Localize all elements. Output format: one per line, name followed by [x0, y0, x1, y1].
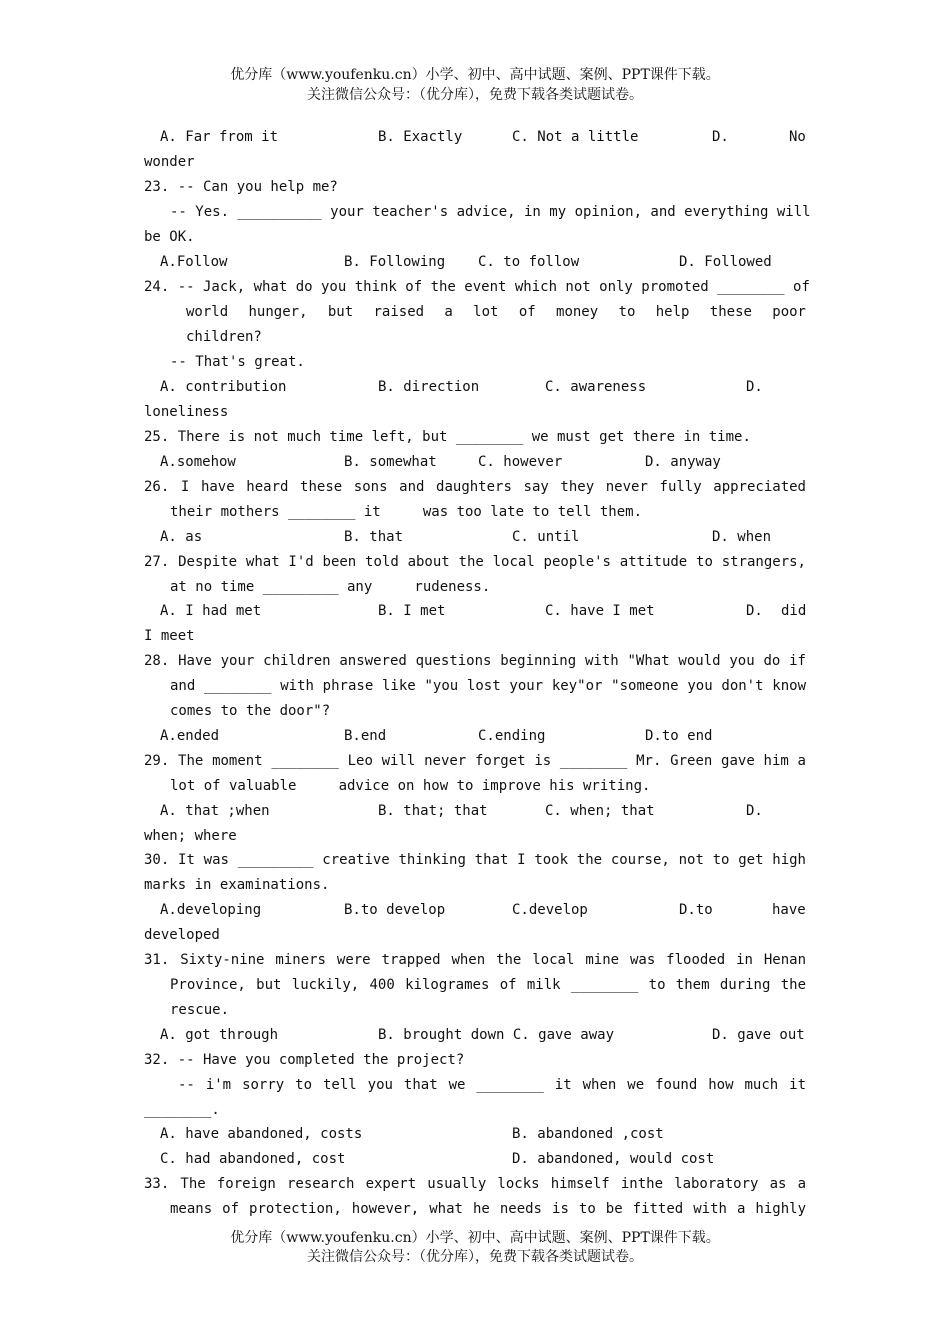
- q30-options: [0, 901, 950, 919]
- q30-option-a: A.developing: [160, 902, 262, 918]
- q22-option-a: A. Far from it: [160, 129, 279, 145]
- q32-option-a: A. have abandoned, costs: [160, 1126, 363, 1142]
- site-footer-line2: 关注微信公众号：（优分库），免费下载各类试题试卷。: [307, 1249, 643, 1265]
- q24-option-c: C. awareness: [545, 379, 647, 395]
- q22-wrap: wonder: [144, 154, 195, 170]
- q24-response: -- That's great.: [170, 354, 305, 370]
- q28-question-line3: comes to the door"?: [170, 703, 331, 719]
- q31-option-a: A. got through: [160, 1027, 279, 1043]
- q29-option-d: D.: [746, 803, 763, 819]
- q26-option-b: B. that: [344, 529, 404, 545]
- q23-option-b: B. Following: [344, 254, 446, 270]
- q28-question-line2: and ________ with phrase like "you lost your key"or "someone you don't know: [170, 678, 806, 694]
- q26-options: [0, 528, 950, 546]
- q30-option-d-text: have: [772, 902, 806, 918]
- q23-question: 23. -- Can you help me?: [144, 179, 338, 195]
- q27-option-c: C. have I met: [545, 603, 655, 619]
- q30-option-c: C.develop: [512, 902, 588, 918]
- q24-options: [0, 378, 950, 396]
- q30-question-line2: marks in examinations.: [144, 877, 330, 893]
- q32-options-row1: [0, 1125, 950, 1143]
- q26-question-line1: 26. I have heard these sons and daughters say they never fully appreciated: [144, 479, 806, 495]
- q26-option-a: A. as: [160, 529, 203, 545]
- q30-question-line1: 30. It was _________ creative thinking that I took the course, not to get high: [144, 852, 806, 868]
- q32-option-b: B. abandoned ,cost: [512, 1126, 664, 1142]
- q22-option-c: C. Not a little: [512, 129, 639, 145]
- q29-option-c: C. when; that: [545, 803, 655, 819]
- q28-option-d: D.to end: [645, 728, 713, 744]
- site-footer-line1: 优分库（www.youfenku.cn）小学、初中、高中试题、案例、PPT课件下载。: [230, 1230, 720, 1246]
- q31-question-line2: Province, but luckily, 400 kilogrames of milk ________ to them during the: [170, 977, 806, 993]
- q27-question-line1: 27. Despite what I'd been told about the local people's attitude to strangers,: [144, 554, 806, 570]
- q33-question-line1: 33. The foreign research expert usually locks himself inthe laboratory as a: [144, 1176, 806, 1192]
- q24-option-d: D.: [746, 379, 763, 395]
- q25-options: [0, 453, 950, 471]
- q22-options: [0, 128, 950, 146]
- q28-options: [0, 727, 950, 745]
- q24-option-b: B. direction: [378, 379, 480, 395]
- q23-answer-wrap: be OK.: [144, 229, 195, 245]
- q30-wrap: developed: [144, 927, 220, 943]
- q30-option-b: B.to develop: [344, 902, 446, 918]
- q24-question-line2: world hunger, but raised a lot of money to help these poor: [186, 304, 806, 320]
- q23-options: [0, 253, 950, 271]
- q31-question-line3: rescue.: [170, 1002, 230, 1018]
- q23-answer-line: -- Yes. __________ your teacher's advice, in my opinion, and everything will: [170, 204, 811, 220]
- q27-question-line2: at no time _________ any rudeness.: [170, 579, 491, 595]
- q27-wrap: I meet: [144, 628, 195, 644]
- q29-question-line2: lot of valuable advice on how to improve his writing.: [170, 778, 651, 794]
- q24-option-a: A. contribution: [160, 379, 287, 395]
- q28-question-line1: 28. Have your children answered questions beginning with "What would you do if: [144, 653, 806, 669]
- q25-option-b: B. somewhat: [344, 454, 437, 470]
- q30-option-d: D.to: [679, 902, 713, 918]
- q25-question: 25. There is not much time left, but ________ we must get there in time.: [144, 429, 751, 445]
- q22-option-d-text: No: [789, 129, 806, 145]
- q33-question-line2: means of protection, however, what he needs is to be fitted with a highly: [170, 1201, 806, 1217]
- q29-question-line1: 29. The moment ________ Leo will never forget is ________ Mr. Green gave him a: [144, 753, 806, 769]
- q32-answer-line: -- i'm sorry to tell you that we ________ it when we found how much it: [178, 1077, 806, 1093]
- q27-option-a: A. I had met: [160, 603, 262, 619]
- q25-option-d: D. anyway: [645, 454, 721, 470]
- q22-option-b: B. Exactly: [378, 129, 463, 145]
- q31-options: [0, 1026, 950, 1044]
- q27-option-d: D.: [746, 603, 763, 619]
- q27-option-b: B. I met: [378, 603, 446, 619]
- q29-options: [0, 802, 950, 820]
- q32-option-d: D. abandoned, would cost: [512, 1151, 715, 1167]
- q28-option-c: C.ending: [478, 728, 546, 744]
- q23-option-d: D. Followed: [679, 254, 772, 270]
- q26-option-d: D. when: [712, 529, 772, 545]
- q24-question-line3: children?: [186, 329, 262, 345]
- q29-wrap: when; where: [144, 828, 237, 844]
- site-header-line2: 关注微信公众号：（优分库），免费下载各类试题试卷。: [307, 87, 643, 103]
- q32-option-c: C. had abandoned, cost: [160, 1151, 346, 1167]
- q31-option-d: D. gave out: [712, 1027, 805, 1043]
- q32-options-row2: [0, 1150, 950, 1168]
- site-header-line1: 优分库（www.youfenku.cn）小学、初中、高中试题、案例、PPT课件下载。: [230, 67, 720, 83]
- q23-option-a: A.Follow: [160, 254, 228, 270]
- q25-option-a: A.somehow: [160, 454, 236, 470]
- q22-option-d: D.: [712, 129, 729, 145]
- q31-option-b: B. brought down C. gave away: [378, 1027, 615, 1043]
- q28-option-a: A.ended: [160, 728, 220, 744]
- q27-options: [0, 602, 950, 620]
- q32-answer-wrap: ________.: [144, 1102, 220, 1118]
- q26-option-c: C. until: [512, 529, 580, 545]
- q24-question-line1: 24. -- Jack, what do you think of the event which not only promoted ________ of: [144, 279, 810, 295]
- q25-option-c: C. however: [478, 454, 563, 470]
- q32-question: 32. -- Have you completed the project?: [144, 1052, 465, 1068]
- q24-wrap: loneliness: [144, 404, 229, 420]
- q29-option-b: B. that; that: [378, 803, 488, 819]
- q26-question-line2: their mothers ________ it was too late to tell them.: [170, 504, 643, 520]
- q27-option-d-text: did: [781, 603, 807, 619]
- q28-option-b: B.end: [344, 728, 387, 744]
- q29-option-a: A. that ;when: [160, 803, 270, 819]
- q31-question-line1: 31. Sixty-nine miners were trapped when the local mine was flooded in Henan: [144, 952, 806, 968]
- q23-option-c: C. to follow: [478, 254, 580, 270]
